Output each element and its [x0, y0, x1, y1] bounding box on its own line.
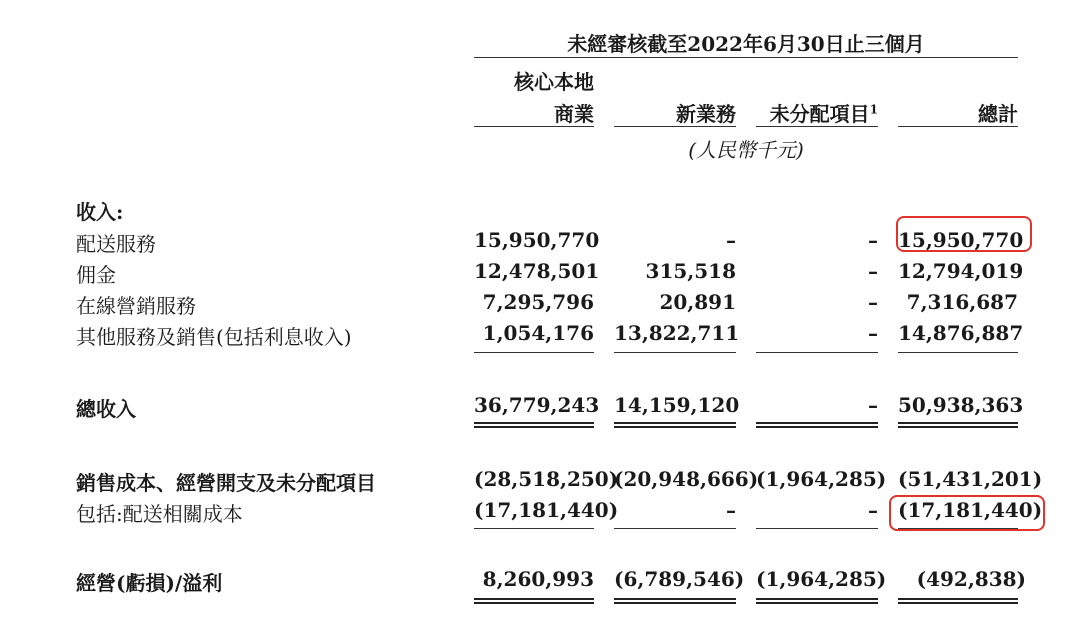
including-rule — [756, 528, 878, 529]
row-unalloc-value: – — [868, 321, 878, 345]
row-unalloc-value: – — [868, 228, 878, 252]
operating-unalloc: (1,964,285) — [756, 567, 887, 591]
row-label: 其他服務及銷售(包括利息收入) — [76, 325, 352, 349]
row-core-value: 1,054,176 — [482, 321, 594, 345]
row-unalloc-value: – — [868, 259, 878, 283]
row-total-value: 7,316,687 — [906, 290, 1018, 314]
costs-core: (28,518,250) — [474, 467, 619, 491]
total-revenue-label: 總收入 — [76, 397, 136, 421]
double-rule — [898, 598, 1018, 604]
row-new-value: 315,518 — [645, 259, 736, 283]
header-rule — [474, 57, 1018, 58]
row-label: 配送服務 — [76, 232, 156, 256]
including-unalloc: – — [868, 498, 878, 522]
costs-total: (51,431,201) — [898, 467, 1043, 491]
row-core-value: 7,295,796 — [482, 290, 594, 314]
operating-core: 8,260,993 — [482, 567, 594, 591]
subtotal-rule — [474, 352, 594, 353]
col-unallocated: 未分配項目$^1$ — [769, 102, 878, 126]
highlight-box — [889, 495, 1045, 531]
costs-new: (20,948,666) — [614, 467, 759, 491]
row-new-value: – — [726, 228, 736, 252]
operating-label: 經營(虧損)/溢利 — [76, 571, 223, 595]
unit-label: (人民幣千元) — [688, 138, 804, 162]
col-new: 新業務 — [676, 102, 736, 126]
including-total: (17,181,440) — [898, 498, 1043, 522]
costs-unalloc: (1,964,285) — [756, 467, 887, 491]
double-rule — [898, 422, 1018, 428]
including-rule — [474, 528, 594, 529]
row-total-value: 15,950,770 — [898, 228, 1024, 252]
col-core-rule — [474, 126, 594, 127]
operating-new: (6,789,546) — [614, 567, 745, 591]
operating-total: (492,838) — [916, 567, 1026, 591]
subtotal-rule — [898, 352, 1018, 353]
double-rule — [474, 598, 594, 604]
col-total-rule — [898, 126, 1018, 127]
row-core-value: 15,950,770 — [474, 228, 600, 252]
row-total-value: 12,794,019 — [898, 259, 1024, 283]
row-unalloc-value: – — [868, 290, 878, 314]
row-core-value: 12,478,501 — [474, 259, 600, 283]
row-label: 在線營銷服務 — [76, 294, 196, 318]
subtotal-rule — [614, 352, 736, 353]
period-heading: 未經審核截至2022年6月30日止三個月 — [567, 32, 925, 56]
row-total-value: 14,876,887 — [898, 321, 1024, 345]
col-total: 總計 — [978, 102, 1018, 126]
col-unalloc-rule — [756, 126, 878, 127]
col-core-line1: 核心本地 — [514, 70, 594, 94]
row-new-value: 20,891 — [659, 290, 736, 314]
total-revenue-new: 14,159,120 — [614, 393, 740, 417]
costs-label: 銷售成本、經營開支及未分配項目 — [76, 471, 376, 495]
row-new-value: 13,822,711 — [614, 321, 740, 345]
double-rule — [614, 422, 736, 428]
including-new: – — [726, 498, 736, 522]
total-revenue-core: 36,779,243 — [474, 393, 600, 417]
total-revenue-unalloc: – — [868, 393, 878, 417]
double-rule — [614, 598, 736, 604]
col-core-line2: 商業 — [554, 102, 594, 126]
revenue-heading: 收入: — [76, 200, 124, 224]
col-new-rule — [614, 126, 736, 127]
total-revenue-total: 50,938,363 — [898, 393, 1024, 417]
including-label: 包括:配送相關成本 — [76, 502, 243, 526]
including-core: (17,181,440) — [474, 498, 619, 522]
double-rule — [756, 422, 878, 428]
row-label: 佣金 — [76, 263, 116, 287]
double-rule — [474, 422, 594, 428]
double-rule — [756, 598, 878, 604]
including-rule — [614, 528, 736, 529]
highlight-box — [896, 216, 1032, 252]
subtotal-rule — [756, 352, 878, 353]
